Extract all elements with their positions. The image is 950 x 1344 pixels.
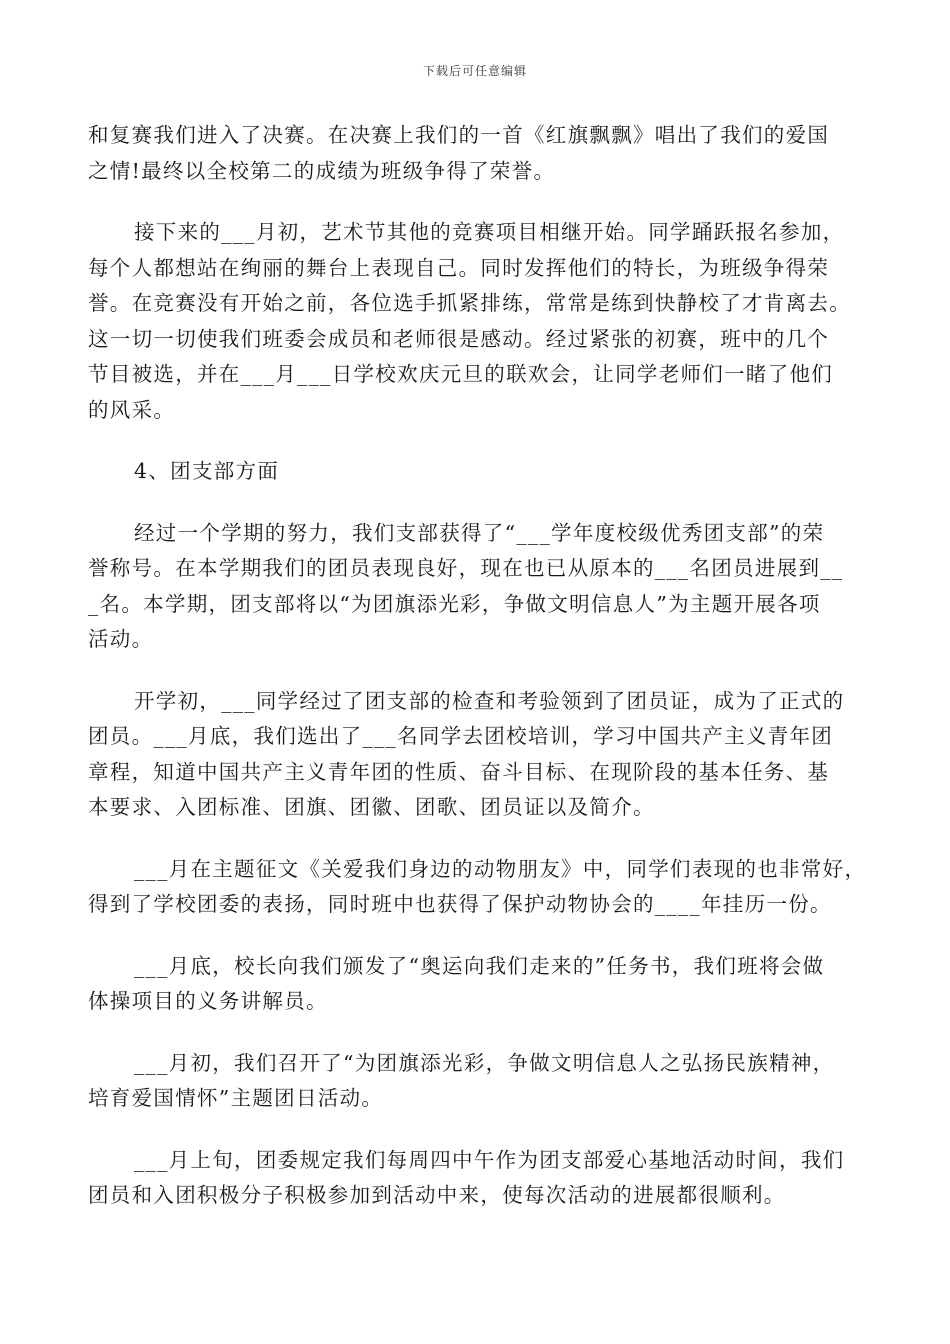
text-line: 的风采。 xyxy=(88,397,176,422)
paragraph xyxy=(88,1046,888,1117)
text-line: 节目被选，并在___月___日学校欢庆元旦的联欢会，让同学老师们一睹了他们 xyxy=(88,362,834,386)
paragraph xyxy=(88,215,888,428)
text-line: 之情!最终以全校第二的成绩为班级争得了荣誉。 xyxy=(88,158,556,183)
text-line: 和复赛我们进入了决赛。在决赛上我们的一首《红旗飘飘》唱出了我们的爱国 xyxy=(88,123,830,147)
text-line: 培育爱国情怀”主题团日活动。 xyxy=(88,1086,384,1110)
text-line: 团员和入团积极分子积极参加到活动中来，使每次活动的进展都很顺利。 xyxy=(88,1183,786,1207)
text-line: ___月初，我们召开了“为团旗添光彩，争做文明信息人之弘扬民族精神， xyxy=(134,1050,835,1075)
paragraph xyxy=(88,516,888,658)
text-line: 接下来的___月初，艺术节其他的竞赛项目相继开始。同学踊跃报名参加， xyxy=(134,220,845,244)
text-line: 团员。___月底，我们选出了___名同学去团校培训，学习中国共产主义青年团 xyxy=(88,724,834,748)
paragraph xyxy=(88,118,888,189)
header-note: 下载后可任意编辑 xyxy=(422,64,527,78)
section-heading xyxy=(88,454,888,490)
paragraph xyxy=(88,949,888,1020)
text-line: 本要求、入团标准、团旗、团徽、团歌、团员证以及简介。 xyxy=(88,795,655,819)
text-line: 这一切一切使我们班委会成员和老师很是感动。经过紧张的初赛，班中的几个 xyxy=(88,326,830,351)
text-line: 得到了学校团委的表扬，同时班中也获得了保护动物协会的____年挂历一份。 xyxy=(88,892,832,916)
text-line: 经过一个学期的努力，我们支部获得了“___学年度校级优秀团支部”的荣 xyxy=(134,520,825,545)
text-line: ___月上旬，团委规定我们每周四中午作为团支部爱心基地活动时间，我们 xyxy=(134,1147,845,1172)
text-line: 4、团支部方面 xyxy=(134,459,280,483)
text-line: _名。本学期，团支部将以“为团旗添光彩，争做文明信息人”为主题开展各项 xyxy=(88,591,821,616)
text-line: ___月在主题征文《关爱我们身边的动物朋友》中，同学们表现的也非常好， xyxy=(134,856,867,881)
text-line: 誉。在竞赛没有开始之前，各位选手抓紧排练，常常是练到快静校了才肯离去。 xyxy=(88,291,851,315)
paragraph xyxy=(88,1143,888,1214)
paragraph xyxy=(88,684,888,826)
text-line: 开学初，___同学经过了团支部的检查和考验领到了团员证，成为了正式的 xyxy=(134,688,845,713)
text-line: 活动。 xyxy=(88,627,154,651)
text-line: 誉称号。在本学期我们的团员表现良好，现在也已从原本的___名团员进展到__ xyxy=(88,556,844,580)
text-line: 每个人都想站在绚丽的舞台上表现自己。同时发挥他们的特长，为班级争得荣 xyxy=(88,255,830,280)
document-body xyxy=(88,118,888,1240)
text-line: 体操项目的义务讲解员。 xyxy=(88,989,328,1013)
text-line: 章程，知道中国共产主义青年团的性质、奋斗目标、在现阶段的基本任务、基 xyxy=(88,759,830,784)
paragraph xyxy=(88,852,888,923)
text-line: ___月底，校长向我们颁发了“奥运向我们走来的”任务书，我们班将会做 xyxy=(134,953,825,978)
